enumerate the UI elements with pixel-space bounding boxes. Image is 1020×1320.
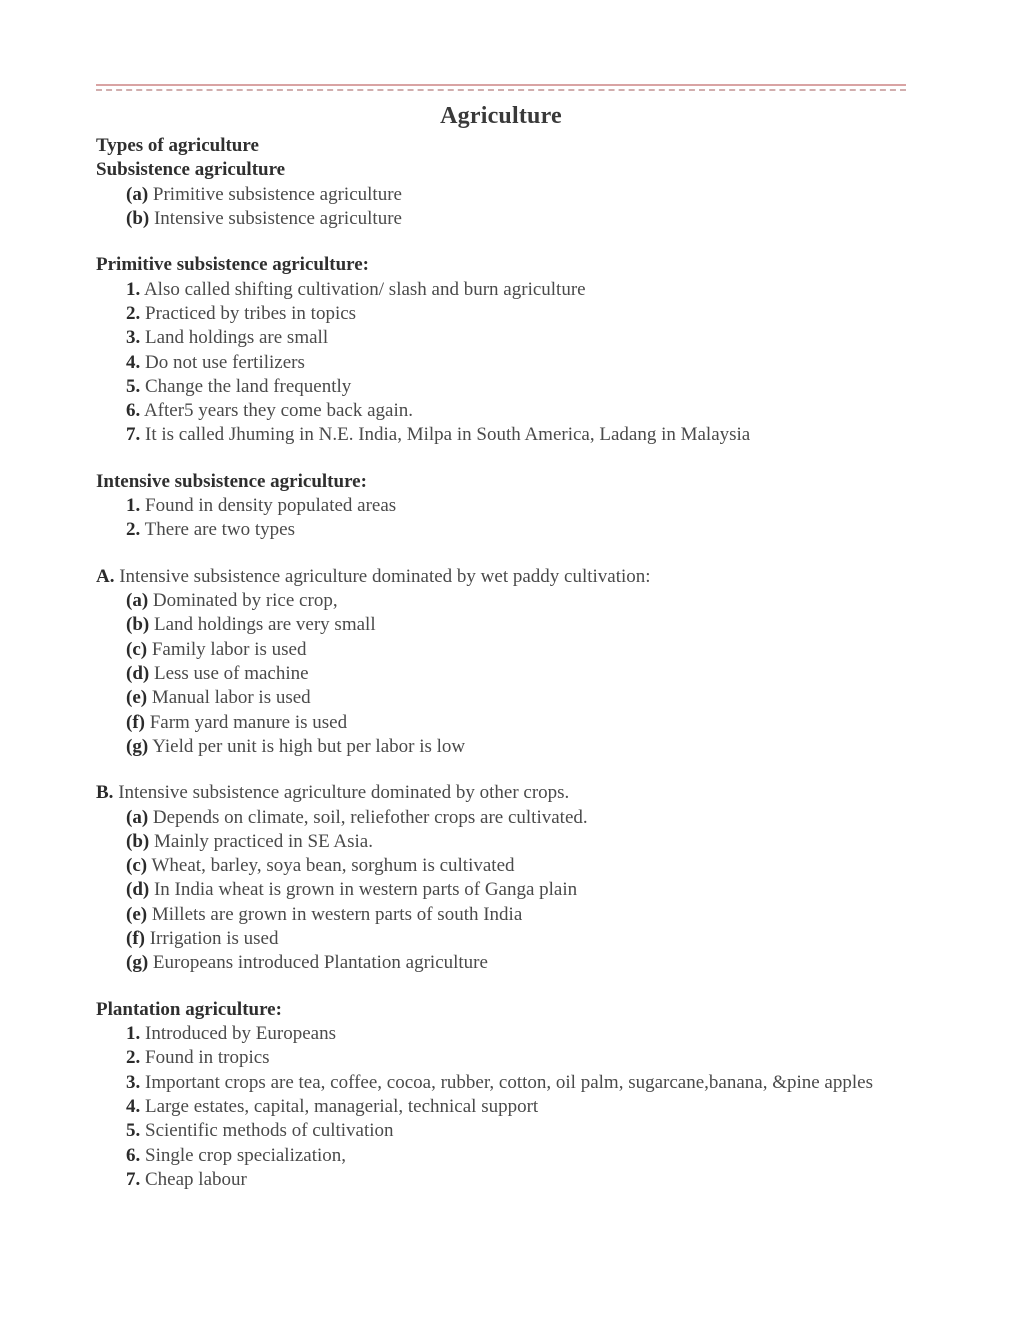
list-marker: (f) bbox=[126, 711, 145, 733]
list-marker: (c) bbox=[126, 638, 148, 660]
list-marker: 2. bbox=[126, 1047, 141, 1069]
list-item-text: Single crop specialization, bbox=[140, 1144, 347, 1166]
list-item-text: Farm yard manure is used bbox=[144, 711, 348, 733]
list-marker: 1. bbox=[126, 278, 141, 300]
list-item bbox=[96, 806, 906, 830]
list-item bbox=[96, 638, 906, 662]
list-item-text: Primitive subsistence agriculture bbox=[148, 183, 402, 205]
list-item-text: Intensive subsistence agriculture dominated by wet paddy cultivation: bbox=[114, 565, 651, 587]
list-marker: 7. bbox=[126, 424, 141, 446]
list-item bbox=[96, 1168, 906, 1192]
list-marker: 5. bbox=[126, 1120, 141, 1142]
section-heading: Plantation agriculture: bbox=[96, 998, 282, 1020]
list-marker: (d) bbox=[126, 879, 150, 901]
list-marker: (b) bbox=[126, 830, 150, 852]
list-marker: (b) bbox=[126, 207, 150, 229]
list-item bbox=[96, 302, 906, 326]
list-marker: 2. bbox=[126, 519, 141, 541]
list-item bbox=[96, 326, 906, 350]
list-item bbox=[96, 662, 906, 686]
list-item bbox=[96, 589, 906, 613]
list-marker: 2. bbox=[126, 302, 141, 324]
list-item-text: Introduced by Europeans bbox=[140, 1023, 336, 1044]
page-title: Agriculture bbox=[440, 103, 562, 129]
list-marker: (f) bbox=[126, 928, 145, 950]
list-item bbox=[96, 686, 906, 710]
list-item-text: Intensive subsistence agriculture bbox=[149, 207, 402, 229]
list-item bbox=[96, 1022, 906, 1046]
list-item bbox=[96, 1046, 906, 1070]
list-item-text: It is called Jhuming in N.E. India, Milpa in South America, Ladang in Malaysia bbox=[140, 424, 751, 446]
list-marker: (c) bbox=[126, 855, 148, 877]
section-heading: Intensive subsistence agriculture: bbox=[96, 470, 367, 492]
section-spacer bbox=[96, 759, 906, 781]
list-item bbox=[96, 878, 906, 902]
list-item-text: Also called shifting cultivation/ slash and burn agriculture bbox=[140, 278, 586, 300]
list-item-text: In India wheat is grown in western parts of Ganga plain bbox=[149, 879, 578, 901]
list-item bbox=[96, 711, 906, 735]
list-item bbox=[96, 375, 906, 399]
section-lead-item bbox=[96, 781, 906, 805]
list-item bbox=[96, 613, 906, 637]
list-item-text: Wheat, barley, soya bean, sorghum is cultivated bbox=[147, 855, 515, 877]
list-marker: (d) bbox=[126, 662, 150, 684]
list-item-text: Mainly practiced in SE Asia. bbox=[149, 830, 373, 852]
section-spacer bbox=[96, 976, 906, 998]
list-item-text: Yield per unit is high but per labor is low bbox=[148, 735, 466, 757]
list-marker: 3. bbox=[126, 327, 141, 349]
list-item bbox=[96, 207, 906, 231]
list-item bbox=[96, 351, 906, 375]
list-marker: 5. bbox=[126, 375, 141, 397]
document-body bbox=[96, 134, 906, 1192]
list-marker: A. bbox=[96, 565, 115, 587]
list-item-text: Cheap labour bbox=[140, 1168, 247, 1190]
list-item bbox=[96, 854, 906, 878]
list-item bbox=[96, 735, 906, 759]
list-item-text: Practiced by tribes in topics bbox=[140, 302, 357, 324]
section-heading: Subsistence agriculture bbox=[96, 159, 286, 181]
list-marker: (g) bbox=[126, 952, 149, 974]
list-marker: 4. bbox=[126, 351, 141, 373]
list-marker: 3. bbox=[126, 1071, 141, 1093]
list-item bbox=[96, 518, 906, 542]
list-item-text: Family labor is used bbox=[147, 638, 307, 660]
list-item-text: Dominated by rice crop, bbox=[148, 590, 338, 611]
list-item bbox=[96, 1144, 906, 1168]
section-spacer bbox=[96, 231, 906, 253]
section-spacer bbox=[96, 448, 906, 470]
section-heading: Types of agriculture bbox=[96, 135, 259, 156]
list-marker: (a) bbox=[126, 183, 149, 205]
list-item bbox=[96, 278, 906, 302]
list-item-text: Intensive subsistence agriculture dominated by other crops. bbox=[113, 782, 570, 804]
list-item-text: There are two types bbox=[140, 519, 296, 541]
document-content bbox=[96, 84, 906, 1192]
list-item-text: Europeans introduced Plantation agriculture bbox=[148, 952, 488, 974]
list-item bbox=[96, 927, 906, 951]
list-item-text: Irrigation is used bbox=[144, 928, 279, 950]
list-marker: B. bbox=[96, 782, 114, 804]
list-item-text: Large estates, capital, managerial, technical support bbox=[140, 1095, 539, 1117]
list-item bbox=[96, 1071, 906, 1095]
list-marker: (a) bbox=[126, 590, 149, 611]
list-item bbox=[96, 903, 906, 927]
list-item-text: Manual labor is used bbox=[147, 687, 311, 709]
list-item-text: Millets are grown in western parts of south India bbox=[147, 903, 523, 925]
list-item-text: Do not use fertilizers bbox=[140, 351, 305, 373]
list-item bbox=[96, 951, 906, 975]
list-marker: 1. bbox=[126, 1023, 141, 1044]
list-marker: (g) bbox=[126, 735, 149, 757]
list-marker: 6. bbox=[126, 1144, 141, 1166]
list-item-text: Found in density populated areas bbox=[140, 495, 397, 517]
list-item bbox=[96, 183, 906, 207]
list-item-text: Depends on climate, soil, reliefother crops are cultivated. bbox=[148, 806, 588, 828]
list-item-text: Land holdings are small bbox=[140, 327, 329, 349]
list-marker: 6. bbox=[126, 400, 141, 422]
list-item-text: After5 years they come back again. bbox=[140, 400, 413, 422]
header-rule-solid bbox=[96, 84, 906, 86]
list-item-text: Land holdings are very small bbox=[149, 614, 376, 636]
list-item bbox=[96, 830, 906, 854]
list-marker: (b) bbox=[126, 614, 150, 636]
list-item bbox=[96, 1119, 906, 1143]
list-marker: (a) bbox=[126, 806, 149, 828]
list-item-text: Less use of machine bbox=[149, 662, 309, 684]
list-item-text: Scientific methods of cultivation bbox=[140, 1120, 394, 1142]
list-item bbox=[96, 494, 906, 518]
list-marker: 7. bbox=[126, 1168, 141, 1190]
header-rule-dashed bbox=[96, 89, 906, 91]
list-item-text: Found in tropics bbox=[140, 1047, 270, 1069]
list-marker: 1. bbox=[126, 495, 141, 517]
list-marker: (e) bbox=[126, 687, 148, 709]
list-marker: 4. bbox=[126, 1095, 141, 1117]
section-spacer bbox=[96, 543, 906, 565]
list-item bbox=[96, 399, 906, 423]
list-marker: (e) bbox=[126, 903, 148, 925]
section-lead-item bbox=[96, 565, 906, 589]
list-item-text: Important crops are tea, coffee, cocoa, rubber, cotton, oil palm, sugarcane,banana, &pine apples bbox=[140, 1071, 873, 1093]
header-rule bbox=[96, 84, 906, 91]
list-item-text: Change the land frequently bbox=[140, 375, 352, 397]
list-item bbox=[96, 1095, 906, 1119]
section-heading: Primitive subsistence agriculture: bbox=[96, 254, 369, 276]
list-item bbox=[96, 423, 906, 447]
